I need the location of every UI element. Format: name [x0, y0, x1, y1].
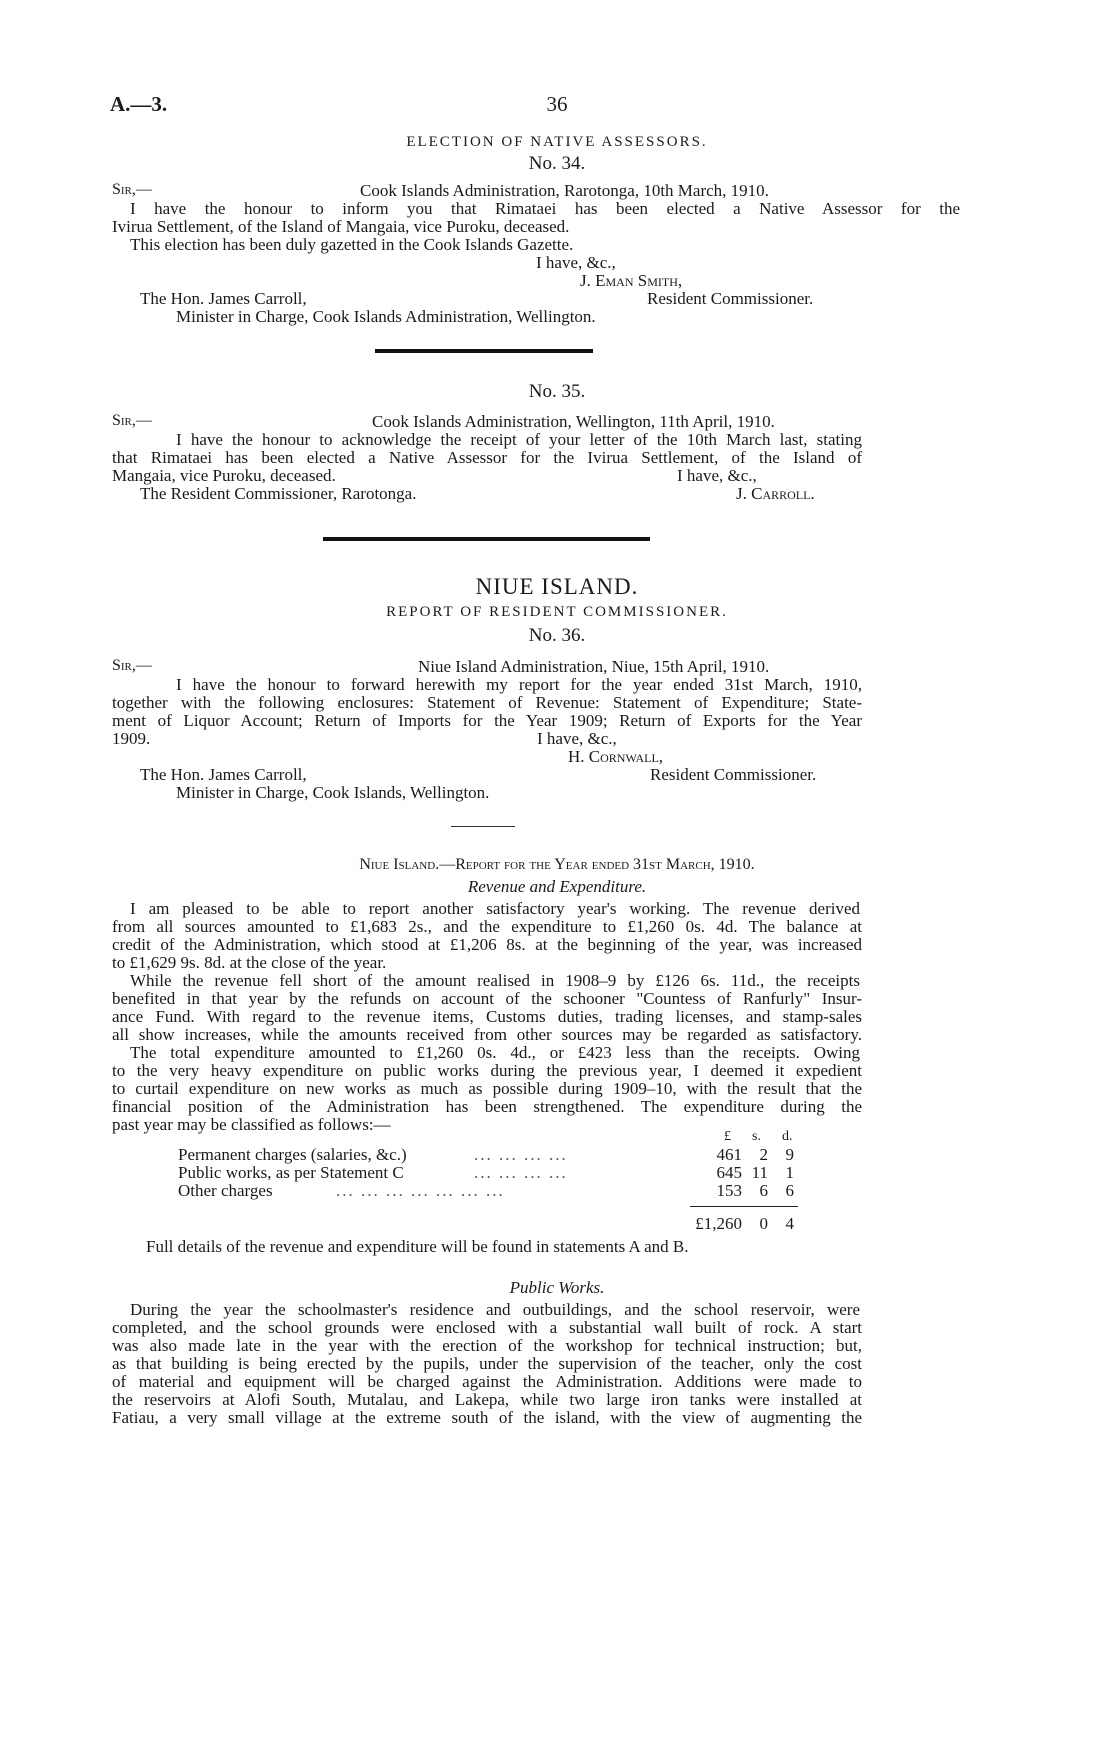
column-header-pence: d.: [782, 1129, 793, 1144]
addressee: The Hon. James Carroll,: [140, 765, 307, 784]
report-line: from all sources amounted to £1,683 2s., and the expenditure to £1,260 0s. 4d. The balance at: [112, 917, 862, 936]
table-row-label: Public works, as per Statement C: [178, 1163, 404, 1182]
table-row-dots: ... ... ... ...: [474, 1145, 568, 1164]
section-divider: [451, 826, 515, 827]
page-number: 36: [546, 92, 568, 116]
table-cell-pence: 9: [785, 1145, 794, 1164]
report-line: to the very heavy expenditure on public works during the previous year, I deemed it expedient: [112, 1061, 862, 1080]
place-date: Niue Island Administration, Niue, 15th April, 1910.: [418, 657, 770, 676]
salutation: Sir,—: [112, 412, 152, 429]
section-divider: [375, 349, 593, 353]
section-divider: [323, 537, 650, 541]
body-line: together with the following enclosures: Statement of Revenue: Statement of Expenditure; State-: [112, 693, 862, 712]
salutation: Sir,—: [112, 657, 152, 674]
table-row-label: Other charges: [178, 1181, 273, 1200]
column-header-pounds: £: [724, 1129, 731, 1144]
table-cell-pounds: 153: [716, 1181, 742, 1200]
body-line: Ivirua Settlement, of the Island of Mangaia, vice Puroku, deceased.: [112, 217, 570, 236]
letter-number: No. 36.: [528, 625, 586, 646]
closing: I have, &c.,: [677, 466, 757, 485]
table-cell-pence: 1: [785, 1163, 794, 1182]
report-title: NIUE ISLAND.: [475, 574, 639, 599]
table-cell-pounds: 645: [716, 1163, 742, 1182]
body-line: Mangaia, vice Puroku, deceased.: [112, 466, 336, 485]
body-line: I have the honour to acknowledge the receipt of your letter of the 10th March last, stating: [176, 430, 862, 449]
report-line: financial position of the Administration has been strengthened. The expenditure during the: [112, 1097, 862, 1116]
letter-number: No. 35.: [528, 381, 586, 402]
report-line: credit of the Administration, which stood at £1,206 8s. at the beginning of the year, was increased: [112, 935, 862, 954]
body-line: that Rimataei has been elected a Native Assessor for the Ivirua Settlement, of the Island of: [112, 448, 862, 467]
table-total-shillings: 0: [759, 1214, 768, 1233]
table-row-label: Permanent charges (salaries, &c.): [178, 1145, 407, 1164]
public-works-line: the reservoirs at Alofi South, Mutalau, and Lakepa, while two large iron tanks were installed at: [112, 1390, 862, 1409]
public-works-line: During the year the schoolmaster's residence and outbuildings, and the school reservoir, were: [130, 1300, 860, 1319]
signer-title: Resident Commissioner.: [647, 289, 814, 308]
report-line: ance Fund. With regard to the revenue items, Customs duties, trading licenses, and stamp-sales: [112, 1007, 862, 1026]
body-line: I have the honour to inform you that Rimataei has been elected a Native Assessor for the: [130, 199, 960, 218]
column-header-shillings: s.: [752, 1129, 761, 1144]
addressee-title: Minister in Charge, Cook Islands Administration, Wellington.: [176, 307, 596, 326]
public-works-line: of material and equipment will be charged against the Administration. Additions were made to: [112, 1372, 862, 1391]
addressee: The Resident Commissioner, Rarotonga.: [140, 484, 417, 503]
report-line: I am pleased to be able to report another satisfactory year's working. The revenue derived: [130, 899, 860, 918]
report-line: The total expenditure amounted to £1,260 0s. 4d., or £423 less than the receipts. Owing: [130, 1043, 860, 1062]
full-details-note: Full details of the revenue and expenditure will be found in statements A and B.: [146, 1237, 689, 1256]
section-heading: ELECTION OF NATIVE ASSESSORS.: [406, 134, 708, 150]
report-line: While the revenue fell short of the amount realised in 1908–9 by £126 6s. 11d., the receipts: [130, 971, 860, 990]
public-works-heading: Public Works.: [509, 1278, 605, 1297]
table-row-dots: ... ... ... ... ... ... ...: [336, 1181, 505, 1200]
table-cell-shillings: 6: [759, 1181, 768, 1200]
closing: I have, &c.,: [537, 729, 617, 748]
closing: I have, &c.,: [536, 253, 616, 272]
body-line: This election has been duly gazetted in the Cook Islands Gazette.: [130, 235, 574, 254]
addressee: The Hon. James Carroll,: [140, 289, 307, 308]
addressee-title: Minister in Charge, Cook Islands, Wellington.: [176, 783, 490, 802]
report-heading: Niue Island.—Report for the Year ended 31st March, 1910.: [359, 856, 755, 873]
table-cell-pence: 6: [785, 1181, 794, 1200]
report-line: benefited in that year by the refunds on account of the schooner "Countess of Ranfurly" Insur-: [112, 989, 862, 1008]
table-cell-pounds: 461: [716, 1145, 742, 1164]
body-line: I have the honour to forward herewith my report for the year ended 31st March, 1910,: [176, 675, 862, 694]
signer-title: Resident Commissioner.: [650, 765, 817, 784]
table-total-rule: [690, 1206, 798, 1207]
place-date: Cook Islands Administration, Rarotonga, 10th March, 1910.: [360, 181, 769, 200]
report-line: to £1,629 9s. 8d. at the close of the year.: [112, 953, 387, 972]
report-line: past year may be classified as follows:—: [112, 1115, 391, 1134]
salutation: Sir,—: [112, 181, 152, 198]
signature: H. Cornwall,: [568, 747, 664, 766]
document-reference: A.—3.: [110, 92, 168, 116]
public-works-line: as that building is being erected by the pupils, under the supervision of the teacher, only the cost: [112, 1354, 862, 1373]
table-row-dots: ... ... ... ...: [474, 1163, 568, 1182]
table-cell-shillings: 11: [751, 1163, 768, 1182]
table-total-pounds: £1,260: [695, 1214, 742, 1233]
table-total-pence: 4: [785, 1214, 794, 1233]
table-cell-shillings: 2: [759, 1145, 768, 1164]
place-date: Cook Islands Administration, Wellington, 11th April, 1910.: [372, 412, 775, 431]
signature: J. Eman Smith,: [580, 271, 683, 290]
body-line: ment of Liquor Account; Return of Imports for the Year 1909; Return of Exports for the Year: [112, 711, 862, 730]
signature: J. Carroll.: [736, 484, 815, 503]
public-works-line: completed, and the school grounds were enclosed with a substantial wall built of rock. A start: [112, 1318, 862, 1337]
public-works-line: was also made late in the year with the erection of the workshop for technical instruction; but,: [112, 1336, 862, 1355]
letter-number: No. 34.: [528, 153, 586, 174]
report-subtitle: REPORT OF RESIDENT COMMISSIONER.: [386, 604, 728, 620]
body-line: 1909.: [112, 729, 151, 748]
public-works-line: Fatiau, a very small village at the extreme south of the island, with the view of augmenting the: [112, 1408, 862, 1427]
report-subheading: Revenue and Expenditure.: [467, 877, 647, 896]
report-line: to curtail expenditure on new works as much as possible during 1909–10, with the result that the: [112, 1079, 862, 1098]
report-line: all show increases, while the amounts received from other sources may be regarded as satisfactory.: [112, 1025, 862, 1044]
